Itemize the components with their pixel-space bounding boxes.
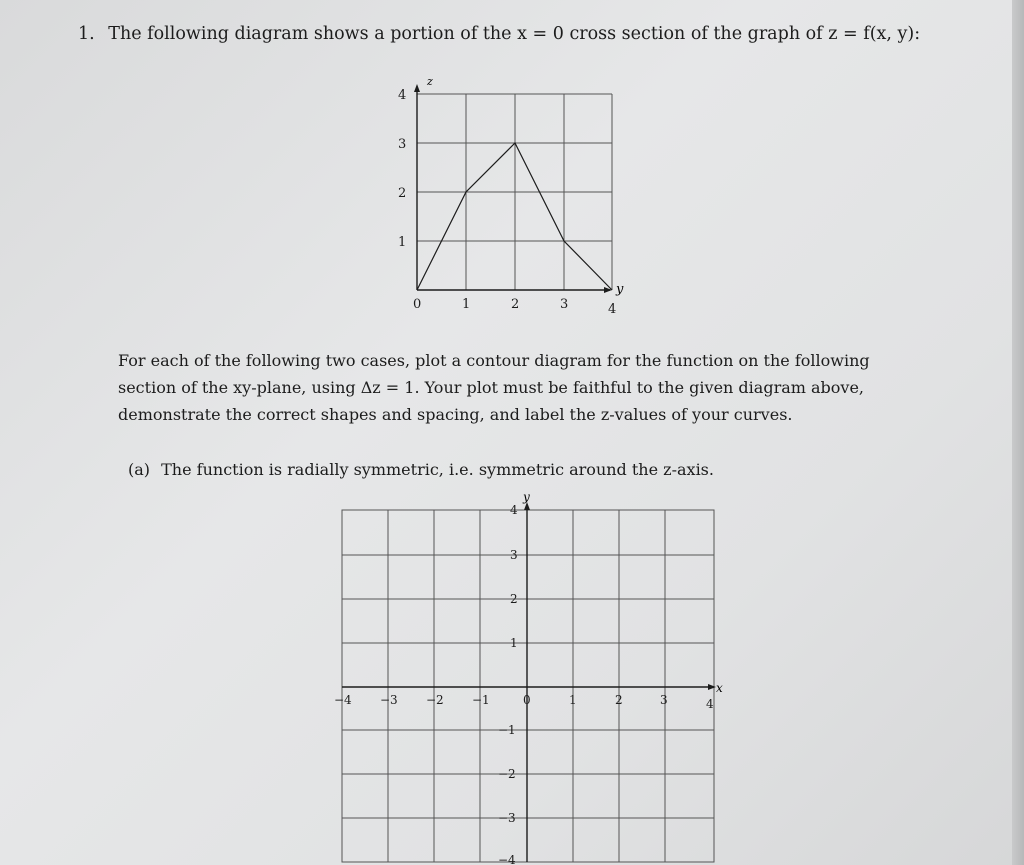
instructions xyxy=(118,347,910,428)
y-tick-pos-2: 2 xyxy=(510,592,518,606)
y-tick-1: 1 xyxy=(462,297,471,312)
contour-gridlines xyxy=(342,510,714,862)
cross-section-graph xyxy=(380,70,650,330)
y-tick-2: 2 xyxy=(511,297,520,312)
problem-intro: The following diagram shows a portion of the x = 0 cross section of the graph of z = f(x, y): xyxy=(108,24,921,44)
x-tick-neg-2: −2 xyxy=(426,693,444,707)
y-tick-pos-1: 1 xyxy=(510,636,518,650)
y-tick-neg-2: −2 xyxy=(498,767,516,781)
y-tick-3: 3 xyxy=(560,297,569,312)
contour-grid-border xyxy=(342,510,714,862)
instructions-line-3: demonstrate the correct shapes and spacing, and label the z-values of your curves. xyxy=(118,405,793,424)
x-tick-0: 0 xyxy=(523,693,531,707)
x-tick-3: 3 xyxy=(660,693,668,707)
part-a-text: The function is radially symmetric, i.e. symmetric around the z-axis. xyxy=(161,460,714,479)
instructions-line-1: For each of the following two cases, plot a contour diagram for the function on the following xyxy=(118,351,870,370)
y-tick-neg-1: −1 xyxy=(498,723,516,737)
y-tick-4: 4 xyxy=(608,302,617,317)
y-tick-pos-4: 4 xyxy=(510,503,518,517)
z-tick-3: 3 xyxy=(398,137,407,152)
x-tick-neg-3: −3 xyxy=(380,693,398,707)
x-tick-1: 1 xyxy=(569,693,577,707)
x-tick-neg-1: −1 xyxy=(472,693,490,707)
instructions-line-2: section of the xy-plane, using Δz = 1. Your plot must be faithful to the given diagram above, xyxy=(118,378,865,397)
part-a-prompt xyxy=(128,460,714,479)
contour-x-arrowhead xyxy=(708,684,716,690)
contour-grid xyxy=(320,488,740,865)
z-axis-label: z xyxy=(427,75,433,88)
problem-number: 1. xyxy=(78,24,95,44)
y-tick-pos-3: 3 xyxy=(510,548,518,562)
part-a-label: (a) xyxy=(128,460,151,479)
y-tick-neg-4: −4 xyxy=(498,853,516,865)
z-tick-4: 4 xyxy=(398,88,407,103)
contour-y-axis-label: y xyxy=(523,490,530,504)
y-axis-label: y xyxy=(616,282,624,297)
x-tick-4: 4 xyxy=(706,697,714,711)
page-edge xyxy=(1012,0,1024,865)
problem-statement xyxy=(78,24,920,44)
x-tick-neg-4: −4 xyxy=(334,693,352,707)
y-tick-neg-3: −3 xyxy=(498,811,516,825)
y-tick-0: 0 xyxy=(413,297,422,312)
z-tick-2: 2 xyxy=(398,186,407,201)
x-tick-2: 2 xyxy=(615,693,623,707)
z-tick-1: 1 xyxy=(398,235,407,250)
y-axis-arrowhead xyxy=(604,287,612,293)
z-axis-arrowhead xyxy=(414,84,420,92)
contour-x-axis-label: x xyxy=(716,681,723,695)
